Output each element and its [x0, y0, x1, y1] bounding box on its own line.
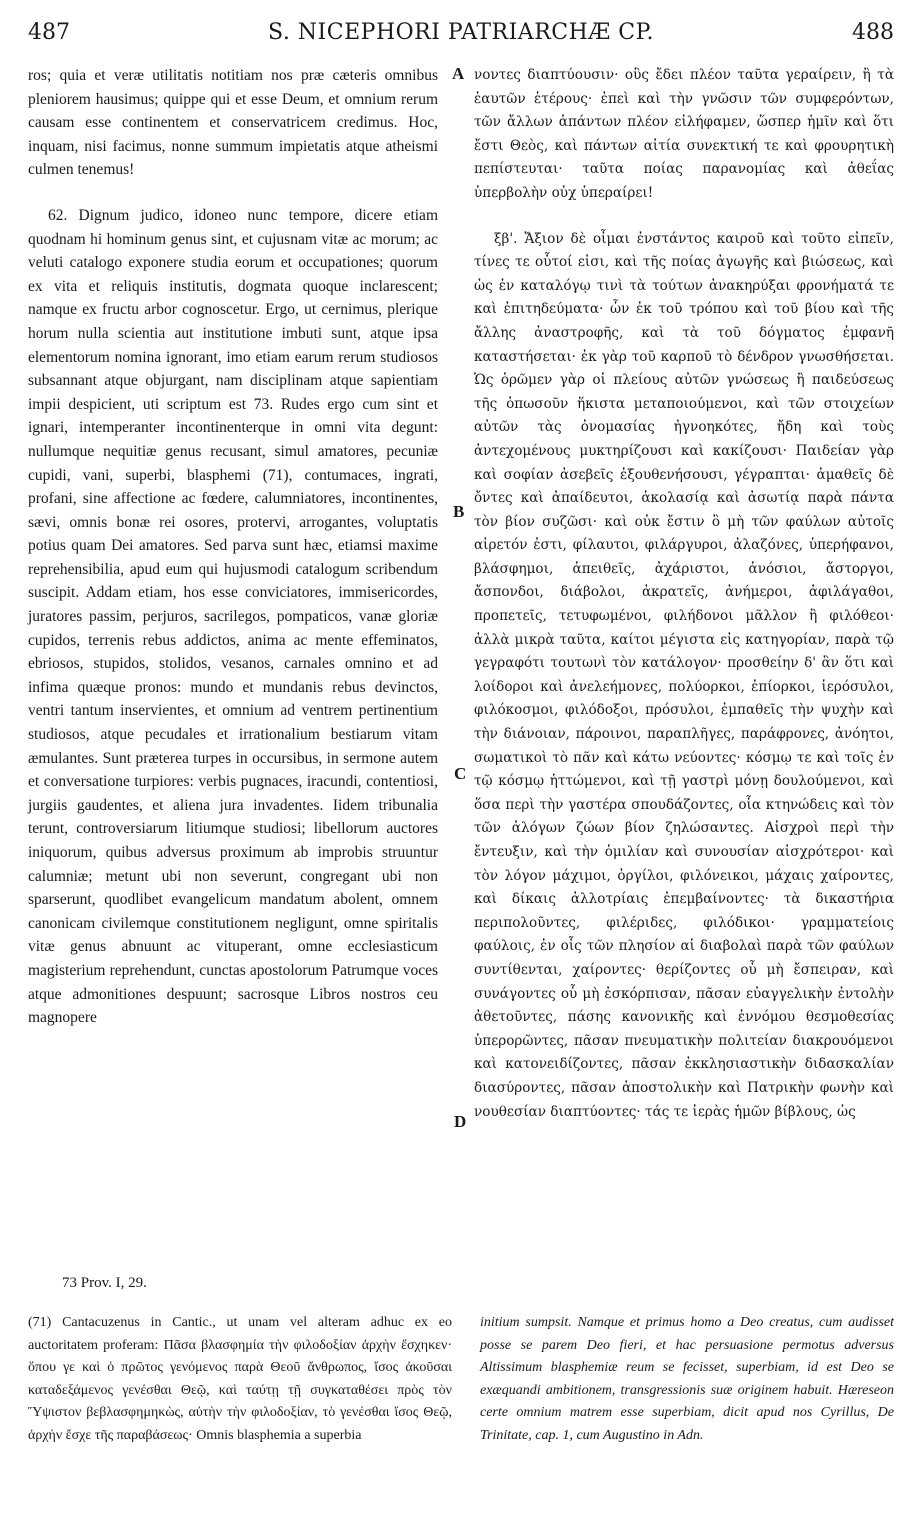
- page-header: [28, 12, 894, 56]
- running-title: S. NICEPHORI PATRIARCHÆ CP.: [268, 20, 654, 45]
- margin-marker-c: C: [454, 764, 467, 783]
- note-71-text: (71) Cantacuzenus in Cantic., ut unam vel alteram adhuc ex eo auctoritatem proferam: Πᾶσα βλασφημία τὴν φιλοδοξίαν ἀρχὴν ἔσχηκεν· ὅπου γε καὶ ὁ πρῶτος γενόμενος παρὰ Θεοῦ ἄνθρωπος, ἴσος ἀκοῦσαι καταδεξάμενος γενέσθαι Θεῷ, καὶ ταύτῃ τῇ συγκαταθέσει πρὸς τὸν Ὕψιστον βεβλασφημηκὼς, αὐτὴν τὴν φιλοδοξίαν, τὸ γενέσθαι ἴσος Θεῷ, ἀρχὴν ἔσχε τῆς παραβάσεως· Omnis blasphemia a superbia: [28, 1315, 452, 1443]
- page-number-right: 488: [852, 20, 894, 45]
- greek-column: [474, 64, 894, 1124]
- greek-paragraph-62: ξβ'. Ἄξιον δὲ οἶμαι ἐνστάντος καιροῦ καὶ τοῦτο εἰπεῖν, τίνες τε οὗτοί εἰσι, καὶ τῆς ποίας ἀγωγῆς καὶ βιώσεως, καὶ ὡς ἐν καταλόγῳ τινὶ τὰ τούτων ἀνακηρύξαι φρονήματά τε καὶ ἐπιτηδεύματα· ὧν ἐκ τοῦ τρόπου καὶ τοῦ βίου καὶ τῆς ἄλλης ἀναστροφῆς, καὶ τὰ τοῦ δόγματος ἐμφανῆ καταστήσεται· ἐκ γὰρ τοῦ καρποῦ τὸ δένδρον γνωσθήσεται. Ὡς ὁρῶμεν γὰρ οἱ πλείους αὐτῶν γνώσεως ἢ παιδεύσεως τῆς ὁπωσοῦν ἥκιστα μεταποιούμενοι, καὶ τῶν στοιχείων αὐτῶν τὰς ὀνομασίας ἠγνοηκότες, ἤδη καὶ τοὺς ἀντεχομένους μυκτηρίζουσι καὶ κακίζουσι· Παιδείαν γὰρ καὶ σοφίαν ἀσεβεῖς ἐξουθενήσουσι, γέγραπται· ἀμαθεῖς δὲ ὄντες καὶ ἀπαίδευτοι, ἀκολασίᾳ καὶ ἀσωτίᾳ παρὰ πάντα τὸν βίον συζῶσι· καὶ οὐκ ἔστιν ὃ μὴ τῶν φαύλων αὐτοῖς αἱρετόν ἐστι, φίλαυτοι, φιλάργυροι, ἀλαζόνες, ὑπερήφανοι, βλάσφημοι, ἀπειθεῖς, ἀχάριστοι, ἀνόσιοι, ἄστοργοι, ἄσπονδοι, διάβολοι, ἀκρατεῖς, ἀνήμεροι, ἀφιλάγαθοι, προπετεῖς, τετυφωμένοι, φιλήδονοι μᾶλλον ἢ φιλόθεοι· ἀλλὰ μικρὰ ταῦτα, καίτοι μέγιστα εἰς κατηγορίαν, παρὰ τῷ γεγραφότι τουτωνὶ τὸν κατάλογον· προσθείην δ' ἂν ὅτι καὶ λοίδοροι καὶ ἀνελεήμονες, πολύορκοι, ἐπίορκοι, ἱερόσυλοι, φιλόκοσμοι, φιλόδοξοι, πρόσυλοι, ἐμπαθεῖς τὴν ψυχὴν καὶ τὴν διάνοιαν, πάροινοι, παραπλῆγες, παράφρονες, ἀνόητοι, σωματικοὶ τὸ πᾶν καὶ κάτω νεύοντες· κόσμῳ τε καὶ τοῖς ἐν τῷ κόσμῳ ἡττώμενοι, καὶ τῇ γαστρὶ μόνῃ δουλούμενοι, καὶ ὅσα περὶ τὴν γαστέρα σπουδάζοντες, οἷα κτηνώδεις καὶ τὸν τῶν ἀλόγων ζώων βίον ζηλώσαντες. Αἰσχροὶ περὶ τὴν ἔντευξιν, καὶ τὴν ὁμιλίαν καὶ συνουσίαν αἰσχρότεροι· καὶ τὸν λόγον μάχιμοι, ὀργίλοι, φιλόνεικοι, μάχαις χαίροντες, καὶ δίκαις ἀλλοτρίαις ἐπεμβαίνοντες· τὰ δικαστήρια περιπολοῦντες, φιλέριδες, φιλόδικοι· γραμματείοις φαύλοις, ἐν οἷς τῶν πλησίον αἱ διαβολαὶ παρὰ τῶν φαύλων συντίθενται, χαίροντες· θερίζοντες οὗ μὴ ἔσπειραν, καὶ συνάγοντες οὗ μὴ ἐσκόρπισαν, πᾶσαν εὐαγγελικὴν ἐντολὴν ἀθετοῦντες, πάσης κανονικῆς καὶ ἐννόμου θεσμοθεσίας ὑπερορῶντες, πᾶσαν πνευματικὴν πολιτείαν διακρουόμενοι καὶ κατονειδίζοντες, πᾶσαν ἐκκλησιαστικὴν διδασκαλίαν διασύροντες, πᾶσαν ἀποστολικὴν καὶ Πατρικὴν φωνὴν καὶ νουθεσίαν διαπτύοντες· τάς τε ἱερὰς ἡμῶν βίβλους, ὡς: [474, 230, 894, 1120]
- note-71-continuation: initium sumpsit. Namque et primus homo a Deo creatus, cum audisset posse se parem Deo fieri, et hac persuasione permotus adversus Altissimum blasphemiæ reum se fecisset, superbiam, id est Deo se exæquandi ambitionem, transgressionis suæ originem habuit. Hæreseon certe omnium matrem esse superbiam, dicit apud nos Cyrillus, De Trinitate, cap. 1, cum Augustino in Adn.: [480, 1315, 894, 1443]
- greek-paragraph-1: νοντες διαπτύουσιν· οὓς ἔδει πλέον ταῦτα γεραίρειν, ἢ τὰ ἑαυτῶν ἑτέρους· ἐπεὶ καὶ τὴν γνῶσιν τῶν συμφερόντων, τῶν ἄλλων ἁπάντων πλέον εἰλήφαμεν, ὥσπερ ἡμῖν καὶ ὅτι ἔστι Θεὸς, καὶ πάντων αἰτία συνεκτική τε καὶ φρουρητικὴ πεπίστευται· ταῦτα ποίας παρανομίας καὶ ἀθεΐας ὑπερβολὴν οὐχ ὑπεραίρει!: [474, 67, 894, 201]
- latin-column: [28, 64, 438, 1030]
- note-71-left: [28, 1312, 452, 1447]
- footnote-73: 73 Prov. I, 29.: [62, 1275, 147, 1291]
- page-number-left: 487: [28, 20, 70, 45]
- margin-marker-b: B: [453, 502, 465, 521]
- margin-marker-d: D: [454, 1112, 467, 1131]
- margin-marker-a: A: [452, 64, 465, 83]
- note-71-right: [480, 1312, 894, 1447]
- latin-paragraph-1: ros; quia et veræ utilitatis notitiam nos præ cæteris omnibus pleniorem hausimus; quippe qui et esse Deum, et omnium rerum causam esse continentem et conservatricem credimus. Hoc, inquam, nisi facimus, nonne summum impietatis atque atheismi culmen tenemus!: [28, 67, 438, 179]
- latin-paragraph-62: 62. Dignum judico, idoneo nunc tempore, dicere etiam quodnam hi hominum genus sint, et cujusnam vitæ ac morum; ac veluti catalogo exponere studia eorum et occupationes; quorum ex vita et reliquis institutis, dogmata quoque inclarescent; namque ex fructu arbor cognoscetur. Ergo, ut cernimus, plerique horum nulla scientia aut institutione imbuti sunt, atque ipsa elementorum nomina ignorant, imo etiam earum rerum studiosos subsannant atque objurgant, nam disciplinam atque sapientiam impii despicient, uti scriptum est 73. Rudes ergo cum sint et ignari, intemperanter incontinenterque in omni vita degunt: nullumque nequitiæ genus recusant, simul amatores, pecuniæ cupidi, vani, superbi, blasphemi (71), contumaces, ingrati, profani, sine affectione ac fœdere, calumniatores, incontinentes, sævi, omnis bonæ rei osores, protervi, arrogantes, voluptatis potius quam Dei amatores. Sed parva sunt hæc, etiamsi maxime reprehensibilia, apud eum qui hujusmodi catalogum scribendum suscipit. Addam etiam, hos esse conviciatores, immisericordes, juratores passim, perjuros, sacrilegos, pompaticos, vanæ gloriæ cupidos, terrenis rebus addictos, anima ac mente effeminatos, ebriosos, stupidos, stolidos, vesanos, carnales omnino et ad infima quæque pronos: mundo et mundanis rebus devinctos, ventri tantum inservientes, et omnium ad ventrem pertinentium studiosos, atque pecudales et irrationalium bestiarum vitam æmulantes. Sunt præterea turpes in occursibus, in sermone autem et conversatione turpiores: verbis pugnaces, iracundi, contentiosi, jurgiis gaudentes, et aliena jura invadentes. Iidem tribunalia terunt, controversiarum litiumque studiosi; libellorum auctores iniquorum, quibus adversus proximum ab improbis struuntur calumniæ; metunt ubi non severunt, congregant ubi non sparserunt, quodlibet evangelicum mandatum abolent, omnem canonicam civilemque constitutionem negligunt, omne spiritalis vitæ genus abnuunt ac vituperant, omne ecclesiasticum magisterium reprehendunt, cunctas apostolorum Patrumque voces atque admonitiones despuunt; sacrosque Libros nostros ceu magnopere: [28, 206, 438, 1027]
